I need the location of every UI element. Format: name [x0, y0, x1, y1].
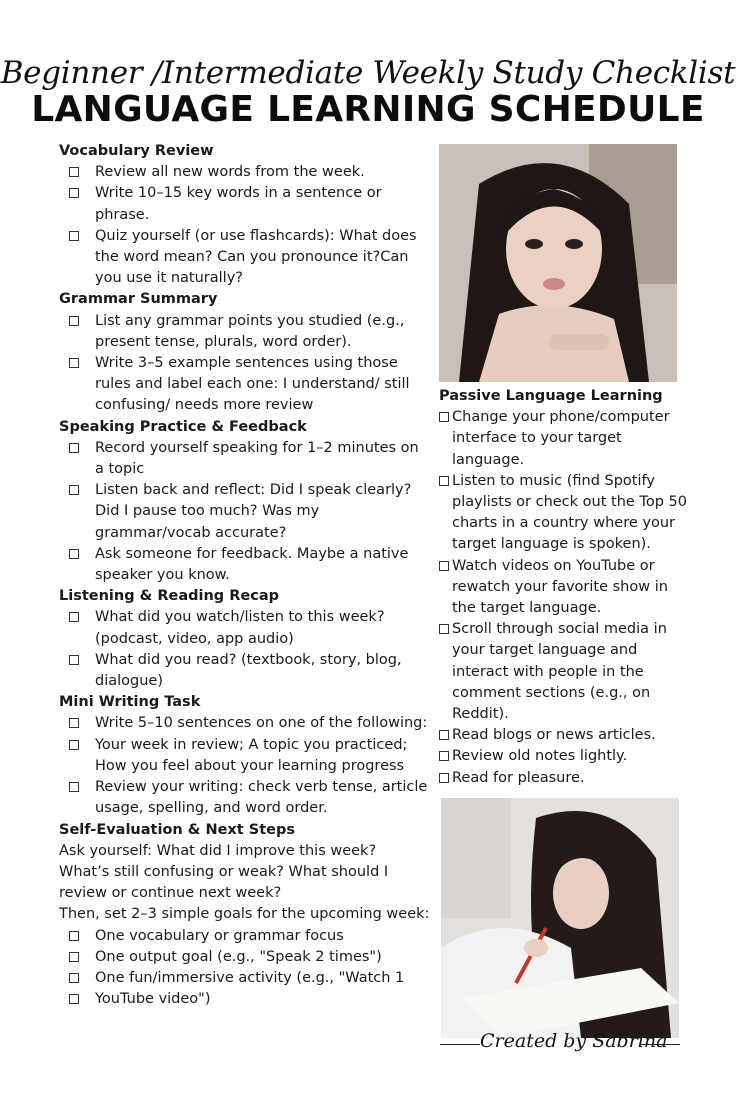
checklist-item[interactable]: [69, 544, 431, 586]
signature-rule-left: [440, 1044, 480, 1045]
checklist-item[interactable]: [69, 226, 431, 290]
left-column: [59, 141, 431, 1010]
checklist-item[interactable]: [69, 735, 431, 777]
item-text: Listen back and reflect: Did I speak clearly? Did I pause too much? Was my grammar/vocab accurate?: [95, 482, 412, 541]
checkbox[interactable]: [69, 612, 79, 622]
section-heading-self-evaluation: Self-Evaluation & Next Steps: [59, 821, 295, 838]
checkbox[interactable]: [69, 782, 79, 792]
portrait-photo-illustration: [439, 144, 677, 382]
checklist-item[interactable]: [69, 162, 431, 183]
checkbox[interactable]: [439, 561, 449, 571]
checklist-item[interactable]: [439, 556, 689, 620]
page-title: LANGUAGE LEARNING SCHEDULE: [31, 89, 705, 130]
script-title: Beginner /Intermediate Weekly Study Checklist: [0, 55, 736, 91]
checklist-item[interactable]: [69, 480, 431, 544]
checklist-item[interactable]: [439, 407, 689, 471]
section-heading-speaking: Speaking Practice & Feedback: [59, 418, 307, 435]
checklist-item[interactable]: [439, 619, 689, 725]
item-text: Write 10–15 key words in a sentence or phrase.: [95, 185, 382, 223]
checkbox[interactable]: [69, 358, 79, 368]
checklist-item[interactable]: [69, 989, 431, 1010]
checkbox[interactable]: [439, 412, 449, 422]
checkbox[interactable]: [439, 751, 449, 761]
checklist-item[interactable]: [69, 968, 431, 989]
item-text: One vocabulary or grammar focus: [95, 927, 344, 944]
item-text: One output goal (e.g., "Speak 2 times"): [95, 948, 382, 965]
item-text: Scroll through social media in your target language and interact with people in the comment sections (e.g., on Reddit).: [452, 621, 667, 723]
item-text: Review all new words from the week.: [95, 164, 365, 181]
item-text: List any grammar points you studied (e.g., present tense, plurals, word order).: [95, 312, 405, 350]
checkbox[interactable]: [69, 316, 79, 326]
item-text: Change your phone/computer interface to your target language.: [452, 409, 670, 468]
checkbox[interactable]: [69, 485, 79, 495]
checkbox[interactable]: [439, 730, 449, 740]
checkbox[interactable]: [439, 476, 449, 486]
item-text: Watch videos on YouTube or rewatch your favorite show in the target language.: [452, 557, 668, 617]
right-column: [439, 386, 689, 789]
checkbox[interactable]: [69, 655, 79, 665]
item-text: Write 3–5 example sentences using those rules and label each one: I understand/ still confusing/ needs more review: [95, 355, 410, 414]
checklist-item[interactable]: [69, 650, 431, 692]
item-text: Read blogs or news articles.: [452, 727, 656, 744]
goals-intro-text: Then, set 2–3 simple goals for the upcoming week:: [59, 906, 430, 923]
checkbox[interactable]: [69, 188, 79, 198]
section-heading-grammar: Grammar Summary: [59, 291, 218, 308]
checkbox[interactable]: [69, 718, 79, 728]
checklist-item[interactable]: [439, 768, 689, 789]
checkbox[interactable]: [69, 973, 79, 983]
checklist-item[interactable]: [69, 311, 431, 353]
item-text: Record yourself speaking for 1–2 minutes on a topic: [95, 439, 419, 478]
item-text: Read for pleasure.: [452, 769, 585, 786]
checkbox[interactable]: [69, 549, 79, 559]
checklist-item[interactable]: [439, 471, 689, 556]
item-text: Your week in review; A topic you practiced; How you feel about your learning progress: [95, 736, 408, 774]
checkbox[interactable]: [69, 167, 79, 177]
checkbox[interactable]: [439, 773, 449, 783]
checkbox[interactable]: [69, 931, 79, 941]
checklist-item[interactable]: [69, 713, 431, 734]
checklist-item[interactable]: [439, 746, 689, 767]
section-heading-listening: Listening & Reading Recap: [59, 588, 279, 605]
checklist-item[interactable]: [439, 725, 689, 746]
checklist-item[interactable]: [69, 947, 431, 968]
section-heading-passive-learning: Passive Language Learning: [439, 388, 663, 404]
signature-text: Created by Sabrina: [480, 1030, 668, 1052]
checklist-item[interactable]: [69, 607, 431, 649]
item-text: Review your writing: check verb tense, article usage, spelling, and word order.: [95, 779, 428, 817]
checkbox[interactable]: [69, 443, 79, 453]
study-photo-illustration: [441, 798, 679, 1038]
item-text: YouTube video"): [95, 991, 211, 1008]
signature-rule-right: [640, 1044, 680, 1045]
item-text: What did you watch/listen to this week? (podcast, video, app audio): [95, 609, 385, 647]
checkbox[interactable]: [69, 952, 79, 962]
checklist-item[interactable]: [69, 777, 431, 819]
item-text: Review old notes lightly.: [452, 748, 628, 765]
item-text: Write 5–10 sentences on one of the following:: [95, 715, 428, 732]
signature: [440, 1030, 680, 1056]
item-text: Ask someone for feedback. Maybe a native speaker you know.: [95, 545, 409, 584]
section-heading-writing: Mini Writing Task: [59, 694, 201, 711]
item-text: What did you read? (textbook, story, blog, dialogue): [95, 651, 402, 690]
checkbox[interactable]: [69, 231, 79, 241]
item-text: Listen to music (find Spotify playlists or check out the Top 50 charts in a country where your target language is spoken).: [452, 472, 687, 553]
portrait-photo: [439, 144, 677, 382]
section-heading-vocabulary: Vocabulary Review: [59, 143, 214, 159]
item-text: One fun/immersive activity (e.g., "Watch 1: [95, 969, 405, 986]
checklist-item[interactable]: [69, 438, 431, 480]
checkbox[interactable]: [69, 994, 79, 1004]
checkbox[interactable]: [69, 740, 79, 750]
checklist-item[interactable]: [69, 353, 431, 417]
checklist-item[interactable]: [69, 183, 431, 225]
checklist-item[interactable]: [69, 926, 431, 947]
study-photo: [441, 798, 679, 1038]
checkbox[interactable]: [439, 624, 449, 634]
self-evaluation-text: Ask yourself: What did I improve this week? What’s still confusing or weak? What should I review or continue next week?: [59, 842, 389, 902]
item-text: Quiz yourself (or use flashcards): What does the word mean? Can you pronounce it?Can you use it naturally?: [95, 227, 417, 287]
